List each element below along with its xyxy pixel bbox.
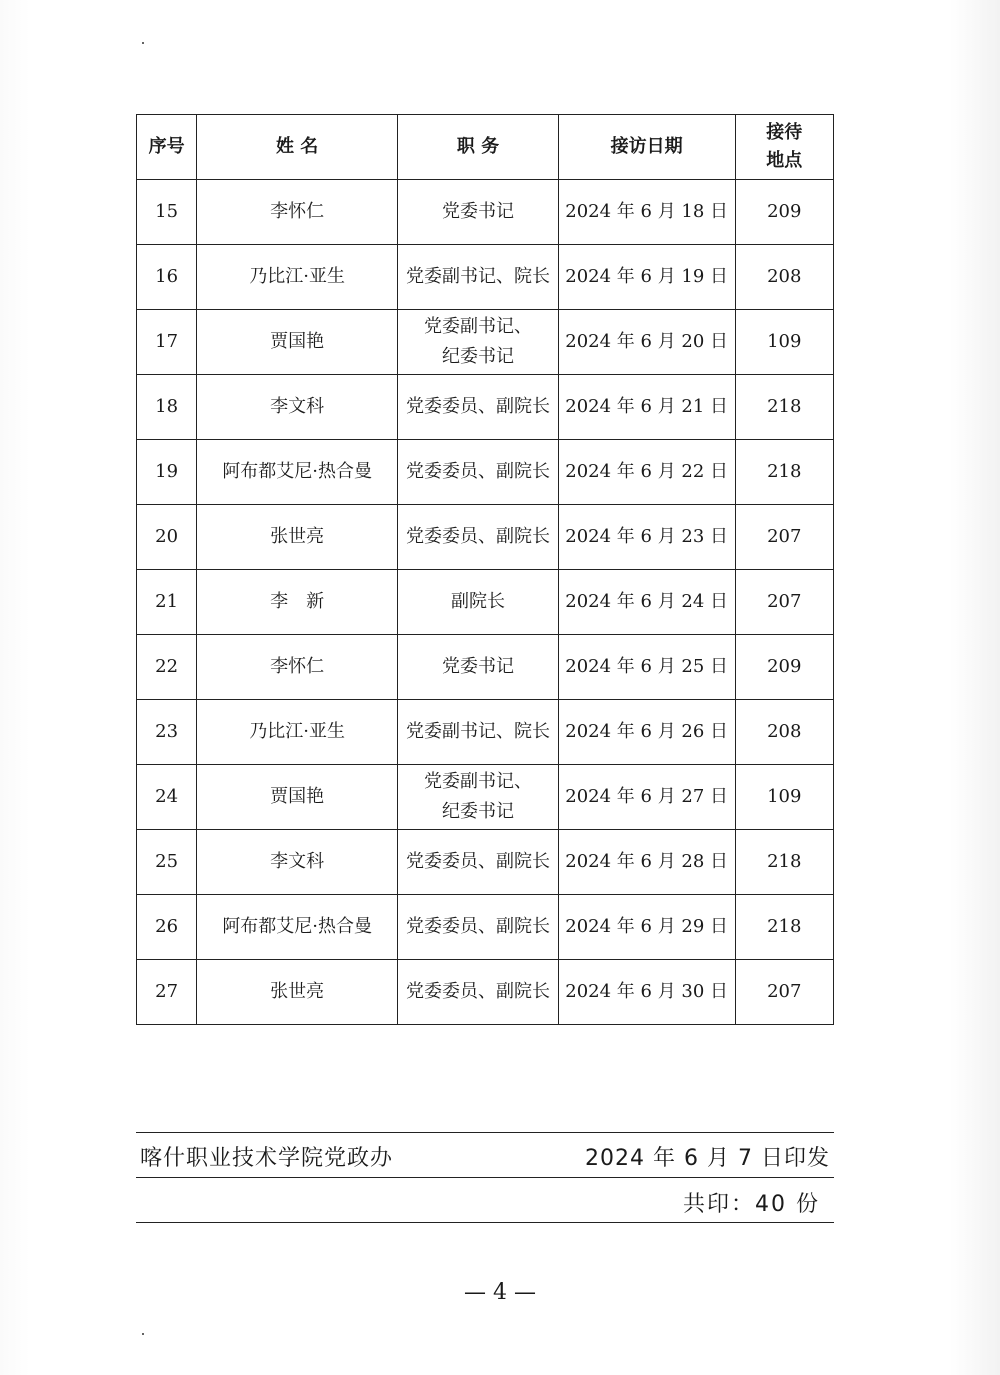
cell-no: 25 <box>137 830 197 895</box>
cell-name: 张世亮 <box>197 505 398 570</box>
cell-duty <box>398 700 559 765</box>
cell-location: 218 <box>735 895 833 960</box>
duty-text: 党委委员、副院长 <box>405 526 550 547</box>
cell-duty <box>398 245 559 310</box>
table-row <box>137 895 834 960</box>
table-row <box>137 310 834 375</box>
footer-rule-bottom <box>136 1222 834 1223</box>
cell-date: 2024 年 6 月 21 日 <box>558 375 735 440</box>
table-row <box>137 635 834 700</box>
cell-duty <box>398 895 559 960</box>
table-header-row <box>137 115 834 180</box>
cell-location: 209 <box>735 180 833 245</box>
cell-date: 2024 年 6 月 25 日 <box>558 635 735 700</box>
cell-no: 27 <box>137 960 197 1025</box>
cell-location: 208 <box>735 245 833 310</box>
cell-no: 22 <box>137 635 197 700</box>
cell-name: 乃比江·亚生 <box>197 700 398 765</box>
table-row <box>137 505 834 570</box>
duty-text: 党委副书记、院长 <box>405 721 550 742</box>
duty-text: 党委委员、副院长 <box>405 981 550 1002</box>
table-row <box>137 700 834 765</box>
cell-location: 207 <box>735 570 833 635</box>
cell-duty <box>398 505 559 570</box>
duty-text: 副院长 <box>450 591 505 612</box>
table-row <box>137 375 834 440</box>
cell-date: 2024 年 6 月 19 日 <box>558 245 735 310</box>
table-row <box>137 765 834 830</box>
table-row <box>137 570 834 635</box>
cell-name: 贾国艳 <box>197 310 398 375</box>
scan-speck <box>142 1333 144 1335</box>
cell-duty <box>398 310 559 375</box>
footer-rule-top <box>136 1132 834 1133</box>
footer-rule-middle <box>136 1177 834 1178</box>
cell-duty <box>398 375 559 440</box>
cell-location: 218 <box>735 830 833 895</box>
cell-date: 2024 年 6 月 22 日 <box>558 440 735 505</box>
duty-text: 党委副书记、纪委书记 <box>423 771 532 822</box>
header-date: 接访日期 <box>558 115 735 180</box>
duty-text: 党委书记 <box>441 656 514 677</box>
cell-no: 15 <box>137 180 197 245</box>
cell-date: 2024 年 6 月 20 日 <box>558 310 735 375</box>
duty-text: 党委委员、副院长 <box>405 396 550 417</box>
cell-date: 2024 年 6 月 18 日 <box>558 180 735 245</box>
table-row <box>137 960 834 1025</box>
cell-duty <box>398 830 559 895</box>
cell-no: 26 <box>137 895 197 960</box>
header-location <box>735 115 833 180</box>
cell-no: 17 <box>137 310 197 375</box>
cell-location: 109 <box>735 310 833 375</box>
header-duty: 职 务 <box>398 115 559 180</box>
cell-location: 207 <box>735 505 833 570</box>
cell-name: 李 新 <box>197 570 398 635</box>
cell-no: 24 <box>137 765 197 830</box>
cell-duty <box>398 570 559 635</box>
duty-text: 党委委员、副院长 <box>405 461 550 482</box>
cell-no: 16 <box>137 245 197 310</box>
cell-name: 贾国艳 <box>197 765 398 830</box>
cell-name: 李文科 <box>197 375 398 440</box>
cell-no: 18 <box>137 375 197 440</box>
cell-location: 207 <box>735 960 833 1025</box>
cell-no: 21 <box>137 570 197 635</box>
duty-text: 党委副书记、院长 <box>405 266 550 287</box>
cell-location: 218 <box>735 375 833 440</box>
cell-duty <box>398 765 559 830</box>
cell-date: 2024 年 6 月 24 日 <box>558 570 735 635</box>
cell-name: 阿布都艾尼·热合曼 <box>197 440 398 505</box>
issue-date-text: 2024 年 6 月 7 日印发 <box>585 1146 830 1171</box>
cell-date: 2024 年 6 月 23 日 <box>558 505 735 570</box>
cell-date: 2024 年 6 月 29 日 <box>558 895 735 960</box>
cell-duty <box>398 635 559 700</box>
duty-text: 党委委员、副院长 <box>405 851 550 872</box>
cell-date: 2024 年 6 月 28 日 <box>558 830 735 895</box>
scan-speck <box>142 42 144 44</box>
cell-name: 阿布都艾尼·热合曼 <box>197 895 398 960</box>
cell-date: 2024 年 6 月 30 日 <box>558 960 735 1025</box>
header-location-label: 接待地点 <box>766 122 803 171</box>
header-no: 序号 <box>137 115 197 180</box>
cell-date: 2024 年 6 月 27 日 <box>558 765 735 830</box>
cell-name: 张世亮 <box>197 960 398 1025</box>
cell-date: 2024 年 6 月 26 日 <box>558 700 735 765</box>
table-row <box>137 245 834 310</box>
cell-no: 23 <box>137 700 197 765</box>
cell-no: 20 <box>137 505 197 570</box>
header-name: 姓 名 <box>197 115 398 180</box>
cell-duty <box>398 440 559 505</box>
cell-name: 李怀仁 <box>197 635 398 700</box>
cell-location: 218 <box>735 440 833 505</box>
duty-text: 党委委员、副院长 <box>405 916 550 937</box>
cell-duty <box>398 960 559 1025</box>
cell-duty <box>398 180 559 245</box>
cell-no: 19 <box>137 440 197 505</box>
cell-location: 208 <box>735 700 833 765</box>
issuer-text: 喀什职业技术学院党政办 <box>140 1146 394 1171</box>
duty-text: 党委书记 <box>441 201 514 222</box>
cell-location: 109 <box>735 765 833 830</box>
table-row <box>137 440 834 505</box>
cell-name: 李怀仁 <box>197 180 398 245</box>
page-number: — 4 — <box>464 1280 536 1305</box>
duty-text: 党委副书记、纪委书记 <box>423 316 532 367</box>
reception-schedule-table <box>136 114 834 1025</box>
cell-name: 李文科 <box>197 830 398 895</box>
table-row <box>137 180 834 245</box>
copies-text: 共印：40 份 <box>683 1192 820 1217</box>
table-row <box>137 830 834 895</box>
cell-name: 乃比江·亚生 <box>197 245 398 310</box>
cell-location: 209 <box>735 635 833 700</box>
